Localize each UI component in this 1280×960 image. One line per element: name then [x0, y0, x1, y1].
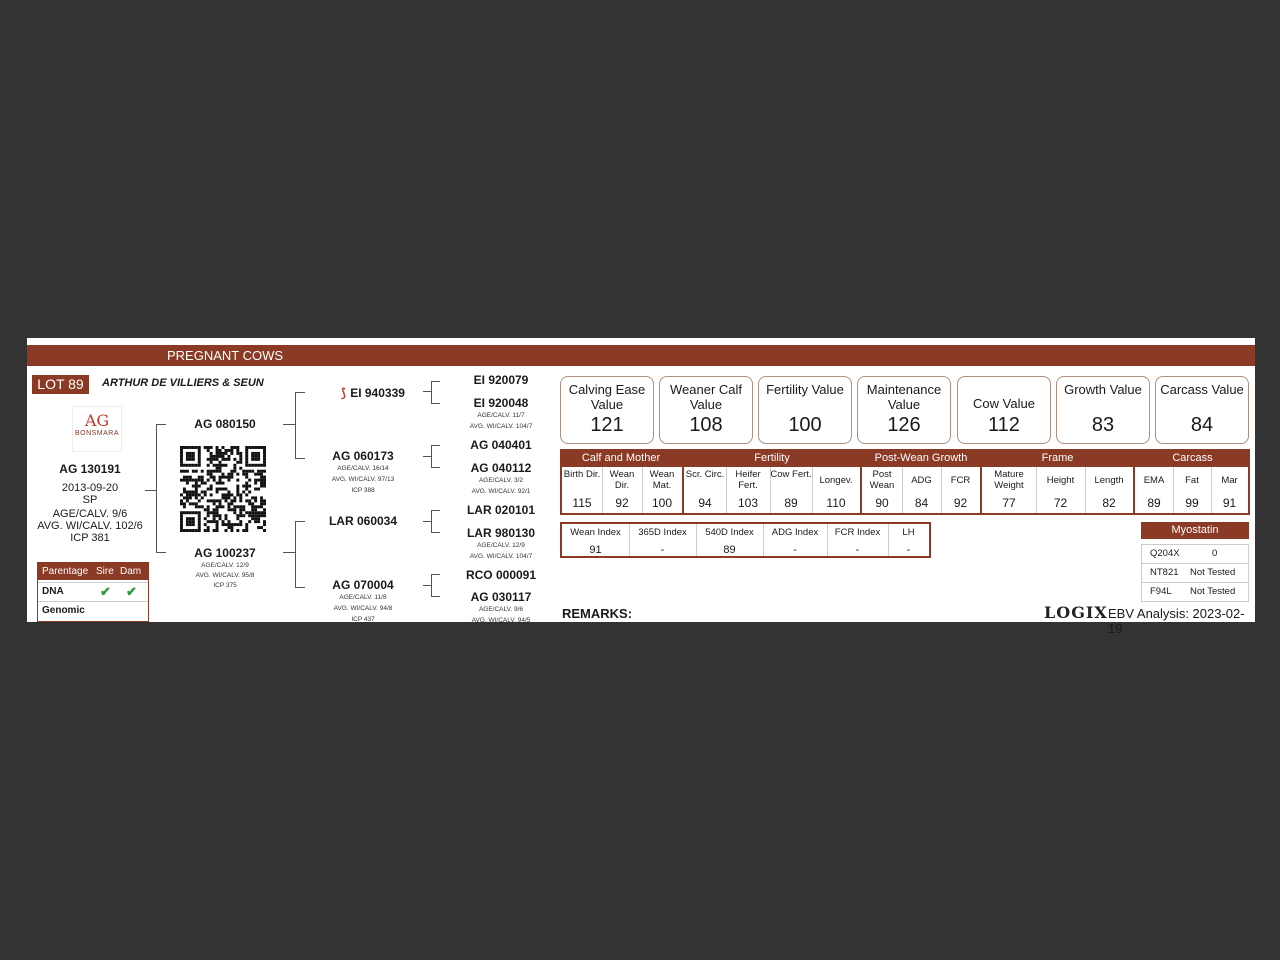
- animal-id: AG 130191: [59, 462, 121, 476]
- ev-calving-ease: [560, 376, 654, 444]
- pedigree-ssd-age-calv: AGE/CALV. 11/7: [477, 412, 525, 419]
- pedigree-line: [431, 445, 440, 446]
- pedigree-line: [423, 521, 431, 522]
- pedigree-line: [295, 392, 296, 458]
- ebv-value: 82: [1102, 496, 1116, 510]
- myostatin-title: Myostatin: [1141, 522, 1249, 539]
- index-header: 365D Index: [638, 527, 687, 538]
- group-header-calf-mother: Calf and Mother: [560, 449, 682, 467]
- ebv-header: Wean Dir.: [609, 469, 635, 491]
- pedigree-line: [431, 532, 440, 533]
- ebv-value: 103: [737, 496, 759, 510]
- index-header: Wean Index: [570, 527, 621, 538]
- parentage-header-dam: Dam: [120, 566, 142, 577]
- pedigree-line: [156, 552, 166, 553]
- pedigree-line: [295, 587, 305, 588]
- pedigree-sd: [313, 449, 413, 496]
- pedigree-line: [283, 552, 295, 553]
- banner-title: PREGNANT COWS: [167, 348, 284, 363]
- pedigree-line: [431, 510, 440, 511]
- ebv-value: 94: [698, 496, 712, 510]
- qr-code: [180, 446, 266, 532]
- ev-cow: [957, 376, 1051, 444]
- pedigree-line: [423, 391, 431, 392]
- pedigree-dd-age-calv: AGE/CALV. 11/8: [339, 594, 387, 601]
- index-value: -: [855, 544, 860, 556]
- ebv-header: EMA: [1143, 475, 1165, 486]
- animal-birth-date: 2013-09-20: [61, 482, 119, 494]
- ev-value: 112: [988, 414, 1020, 436]
- pedigree-dd-icp: ICP 437: [351, 616, 375, 623]
- index-value: 91: [589, 544, 602, 556]
- breeder-name: ARTHUR DE VILLIERS & SEUN: [102, 377, 264, 389]
- pedigree-sdd-avg-wi: AVG. WI/CALV. 92/1: [471, 488, 531, 495]
- index-header: LH: [902, 527, 915, 538]
- ebv-cow-fert: [770, 467, 813, 513]
- index-value: -: [906, 544, 911, 556]
- pedigree-line: [156, 424, 157, 552]
- ebv-wean-dir: [602, 467, 643, 513]
- ebv-scr-circ: [684, 467, 727, 513]
- myostatin-row: [1141, 544, 1249, 564]
- index-header: 540D Index: [705, 527, 754, 538]
- pedigree-line: [295, 521, 296, 587]
- pedigree-line: [156, 424, 166, 425]
- pedigree-dd-id: AG 070004: [332, 578, 394, 592]
- pedigree-dsd: [451, 526, 551, 562]
- pedigree-line: [295, 521, 305, 522]
- index-wean: [562, 524, 630, 556]
- index-365d: [629, 524, 697, 556]
- pedigree-dsd-age-calv: AGE/CALV. 12/9: [477, 542, 525, 549]
- parentage-row-label: DNA: [42, 586, 64, 597]
- pedigree-dsd-id: LAR 980130: [466, 526, 536, 540]
- pedigree-dam-id: AG 100237: [194, 546, 256, 560]
- ev-label: Growth Value: [1064, 382, 1142, 397]
- ev-label: Maintenance Value: [866, 382, 942, 412]
- ev-label: Cow Value: [973, 396, 1035, 411]
- pedigree-dss: LAR 020101: [466, 503, 536, 517]
- myostatin-result: 0: [1212, 548, 1218, 559]
- ev-label: Weaner Calf Value: [669, 382, 742, 412]
- bonsmara-logo-glyph: AG: [84, 411, 110, 430]
- myostatin-gene: Q204X: [1150, 548, 1180, 559]
- ebv-header: FCR: [950, 475, 971, 486]
- ebv-longev: [812, 467, 860, 513]
- check-icon: ✔: [100, 584, 111, 599]
- group-header-frame: Frame: [982, 449, 1133, 467]
- pedigree-line: [431, 467, 440, 468]
- index-value: -: [660, 544, 665, 556]
- parentage-header-sire: Sire: [96, 566, 114, 577]
- pedigree-ddd-age-calv: AGE/CALV. 9/6: [478, 606, 524, 613]
- pedigree-dd-avg-wi: AVG. WI/CALV. 94/8: [333, 605, 393, 612]
- parentage-row-label: Genomic: [42, 605, 85, 616]
- pedigree-sdd-id: AG 040112: [470, 461, 532, 475]
- animal-type: SP: [82, 494, 98, 506]
- pedigree-sd-age-calv: AGE/CALV. 16/14: [337, 465, 389, 472]
- pedigree-line: [423, 585, 431, 586]
- ebv-value: 90: [875, 496, 889, 510]
- index-value: 89: [723, 544, 736, 556]
- animal-avg-wi-calv: AVG. WI/CALV. 102/6: [37, 520, 143, 532]
- group-header-post-wean: Post-Wean Growth: [862, 449, 980, 467]
- pedigree-ddd: [451, 590, 551, 626]
- bonsmara-logo: [72, 406, 122, 452]
- pedigree-line: [295, 392, 305, 393]
- pedigree-dds: RCO 000091: [465, 568, 537, 582]
- ev-maintenance: [857, 376, 951, 444]
- ebv-header: Heifer Fert.: [735, 469, 761, 491]
- ebv-value: 115: [572, 496, 592, 510]
- pedigree-sire: AG 080150: [194, 417, 256, 431]
- pedigree-ssd-id: EI 920048: [473, 396, 529, 410]
- pedigree-dam-icp: ICP 375: [213, 582, 237, 589]
- pedigree-line: [295, 458, 305, 459]
- ebv-header: ADG: [911, 475, 932, 486]
- parentage-row-dna: [38, 582, 148, 601]
- pedigree-sds: AG 040401: [470, 438, 532, 452]
- pedigree-sd-id: AG 060173: [332, 449, 394, 463]
- parentage-header: Parentage: [42, 566, 89, 577]
- ebv-value: 89: [784, 496, 798, 510]
- ebv-header: Scr. Circ.: [685, 469, 725, 480]
- ebv-header: Fat: [1185, 475, 1199, 486]
- pedigree-ds: LAR 060034: [328, 514, 398, 528]
- pedigree-dd: [313, 578, 413, 625]
- ebv-fcr: [941, 467, 980, 513]
- parentage-row-genomic: [38, 601, 148, 620]
- ev-label: Fertility Value: [766, 382, 844, 397]
- pedigree-sd-icp: ICP 388: [351, 487, 375, 494]
- ebv-birth-dir: [562, 467, 603, 513]
- pedigree-line: [431, 574, 440, 575]
- sire-marker-icon: ⟆: [341, 386, 346, 400]
- pedigree-ssd-avg-wi: AVG. WI/CALV. 104/7: [469, 423, 533, 430]
- myostatin-row: [1141, 563, 1249, 583]
- myostatin-row: [1141, 582, 1249, 602]
- pedigree-ss: [323, 384, 423, 402]
- index-header: FCR Index: [834, 527, 881, 538]
- pedigree-line: [431, 574, 432, 596]
- ev-value: 83: [1091, 414, 1115, 436]
- pedigree-sdd-age-calv: AGE/CALV. 3/2: [478, 477, 524, 484]
- ebv-header: Mar: [1221, 475, 1238, 486]
- ebv-length: [1085, 467, 1133, 513]
- ebv-value: 110: [826, 496, 846, 510]
- pedigree-line: [431, 445, 432, 467]
- ebv-heifer-fert: [726, 467, 771, 513]
- logix-logo: LOGIX: [1044, 603, 1108, 622]
- ebv-header: Cow Fert.: [770, 469, 812, 480]
- myostatin-gene: NT821: [1150, 567, 1179, 578]
- ev-label: Carcass Value: [1160, 382, 1244, 397]
- ebv-value: 89: [1147, 496, 1161, 510]
- ebv-mar: [1211, 467, 1248, 513]
- pedigree-dam: [175, 546, 275, 591]
- ebv-value: 72: [1053, 496, 1068, 510]
- myostatin-gene: F94L: [1150, 586, 1172, 597]
- ebv-value: 84: [914, 496, 929, 510]
- pedigree-line: [431, 596, 440, 597]
- ebv-header: Mature Weight: [994, 469, 1024, 491]
- ebv-header: Length: [1094, 475, 1124, 486]
- ebv-height: [1036, 467, 1086, 513]
- parentage-table: [37, 562, 149, 622]
- animal-age-calv: AGE/CALV. 9/6: [52, 508, 128, 520]
- ebv-value: 77: [1002, 496, 1016, 510]
- pedigree-ddd-id: AG 030117: [470, 590, 532, 604]
- lot-number: LOT 89: [32, 375, 89, 394]
- lot-card: [27, 338, 1255, 636]
- remarks-label: REMARKS:: [562, 606, 633, 621]
- pedigree-dsd-avg-wi: AVG. WI/CALV. 104/7: [469, 553, 533, 560]
- pedigree-line: [431, 510, 432, 532]
- ebv-header: Post Wean: [869, 469, 895, 491]
- pedigree-sd-avg-wi: AVG. WI/CALV. 97/13: [331, 476, 395, 483]
- ebv-value: 92: [953, 496, 968, 510]
- myostatin-result: Not Tested: [1190, 586, 1236, 597]
- pedigree-line: [283, 424, 295, 425]
- pedigree-line: [431, 381, 432, 403]
- index-fcr: [827, 524, 889, 556]
- ebv-wean-mat: [642, 467, 682, 513]
- pedigree-ddd-avg-wi: AVG. WI/CALV. 94/5: [471, 617, 531, 624]
- ev-label: Calving Ease Value: [568, 382, 646, 412]
- ebv-value: 92: [615, 496, 629, 510]
- pedigree-sss: EI 920079: [473, 373, 529, 387]
- check-icon: ✔: [126, 584, 137, 599]
- ebv-mature-weight: [982, 467, 1037, 513]
- pedigree-line: [431, 403, 440, 404]
- ebv-value: 99: [1185, 496, 1199, 510]
- ev-growth: [1056, 376, 1150, 444]
- ev-value: 100: [788, 414, 822, 436]
- pedigree-sdd: [451, 461, 551, 497]
- bonsmara-logo-text: BONSMARA: [74, 430, 120, 437]
- ebv-ema: [1135, 467, 1174, 513]
- myostatin-result: Not Tested: [1190, 567, 1236, 578]
- ev-value: 121: [590, 414, 624, 436]
- animal-icp: ICP 381: [70, 532, 110, 544]
- index-value: -: [793, 544, 797, 556]
- ebv-analysis-date: EBV Analysis: 2023-02-19: [1108, 606, 1245, 636]
- pedigree-line: [431, 381, 440, 382]
- ev-fertility: [758, 376, 852, 444]
- category-banner: [27, 345, 1255, 366]
- ebv-post-wean: [862, 467, 903, 513]
- pedigree-dam-age-calv: AGE/CALV. 12/9: [201, 562, 249, 569]
- ev-weaner-calf: [659, 376, 753, 444]
- index-lh: [888, 524, 929, 556]
- index-adg: [763, 524, 828, 556]
- pedigree-line: [423, 456, 431, 457]
- ebv-header: Height: [1046, 475, 1075, 486]
- ev-value: 126: [887, 414, 921, 436]
- index-header: ADG Index: [771, 527, 819, 538]
- ebv-header: Wean Mat.: [649, 469, 675, 491]
- ev-value: 84: [1190, 414, 1214, 436]
- ebv-header: Longev.: [819, 475, 853, 486]
- group-header-fertility: Fertility: [684, 449, 860, 467]
- ev-carcass: [1155, 376, 1249, 444]
- index-540d: [696, 524, 764, 556]
- ev-value: 108: [689, 414, 723, 436]
- myostatin-table: [1141, 522, 1249, 602]
- ebv-fat: [1173, 467, 1212, 513]
- group-header-carcass: Carcass: [1135, 449, 1250, 467]
- pedigree-ssd: [451, 396, 551, 432]
- pedigree-ss-id: EI 940339: [350, 386, 405, 400]
- ebv-value: 91: [1222, 496, 1237, 510]
- ebv-adg: [902, 467, 942, 513]
- pedigree-line: [145, 490, 156, 491]
- pedigree-dam-avg-wi: AVG. WI/CALV. 95/8: [195, 572, 255, 579]
- ebv-header: Birth Dir.: [563, 469, 601, 480]
- ebv-value: 100: [651, 496, 673, 510]
